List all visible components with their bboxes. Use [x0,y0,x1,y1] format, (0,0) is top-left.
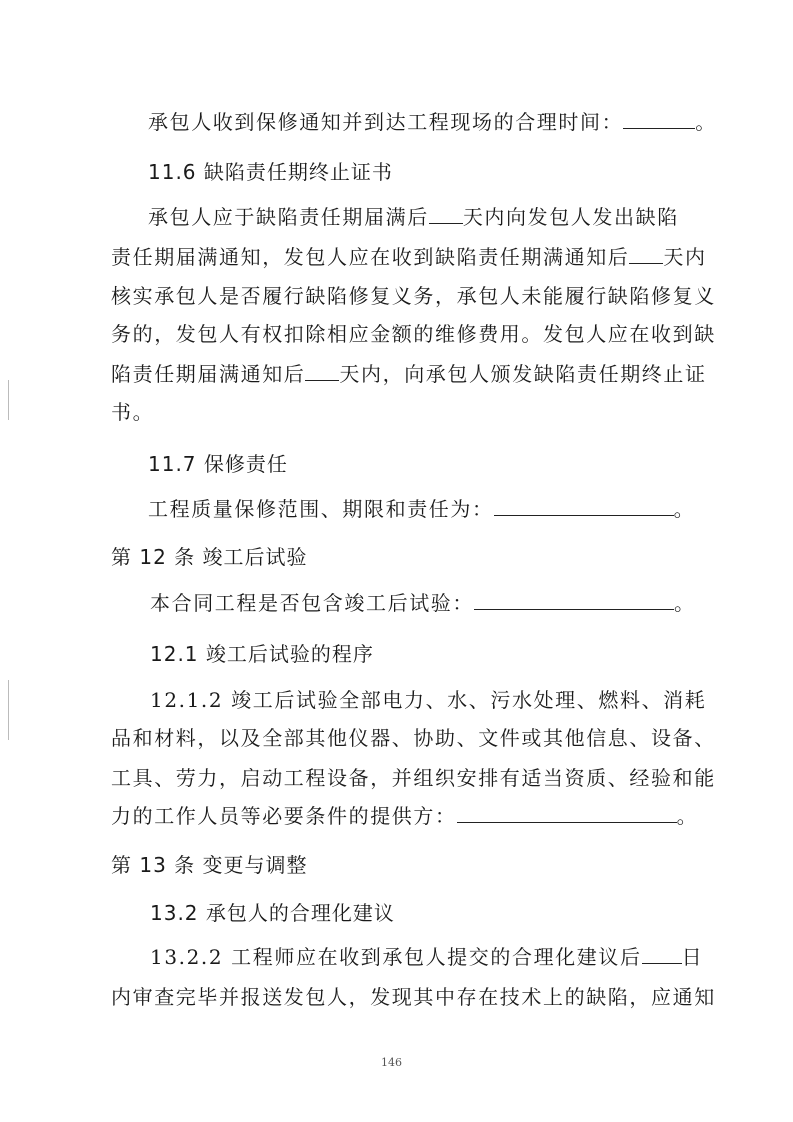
section-heading-12-1: 12.1 竣工后试验的程序 [150,642,374,666]
scan-artifact [8,680,9,740]
paragraph-line: 12.1.2 竣工后试验全部电力、水、污水处理、燃料、消耗 [150,688,707,712]
paragraph-line: 陷责任期届满通知后 天内，向承包人颁发缺陷责任期终止证 [111,362,707,386]
paragraph-line: 13.2.2 工程师应在收到承包人提交的合理化建议后 日 [150,945,704,969]
paragraph-line: 书。 [111,400,155,424]
article-heading-12: 第 12 条 竣工后试验 [111,545,308,569]
paragraph-line: 内审查完毕并报送发包人，发现其中存在技术上的缺陷，应通知 [111,985,716,1009]
paragraph-line: 承包人收到保修通知并到达工程现场的合理时间： 。 [148,110,717,134]
section-heading-11-7: 11.7 保修责任 [148,452,288,476]
paragraph-line: 工具、劳力，启动工程设备，并组织安排有适当资质、经验和能 [111,766,716,790]
paragraph-line: 务的，发包人有权扣除相应金额的维修费用。发包人应在收到缺 [111,322,716,346]
paragraph-line: 品和材料，以及全部其他仪器、协助、文件或其他信息、设备、 [111,726,716,750]
paragraph-line: 核实承包人是否履行缺陷修复义务，承包人未能履行缺陷修复义 [111,284,716,308]
section-heading-13-2: 13.2 承包人的合理化建议 [150,901,395,925]
paragraph-line: 承包人应于缺陷责任期届满后 天内向发包人发出缺陷 [148,205,679,229]
page-number: 146 [381,1056,402,1069]
paragraph-line: 本合同工程是否包含竣工后试验： 。 [150,591,696,615]
paragraph-line: 力的工作人员等必要条件的提供方： 。 [111,804,699,828]
scan-artifact [8,380,9,420]
section-heading-11-6: 11.6 缺陷责任期终止证书 [148,160,393,184]
paragraph-line: 责任期届满通知，发包人应在收到缺陷责任期满通知后 天内 [111,245,707,269]
paragraph-line: 工程质量保修范围、期限和责任为： 。 [148,497,696,521]
article-heading-13: 第 13 条 变更与调整 [111,853,308,877]
